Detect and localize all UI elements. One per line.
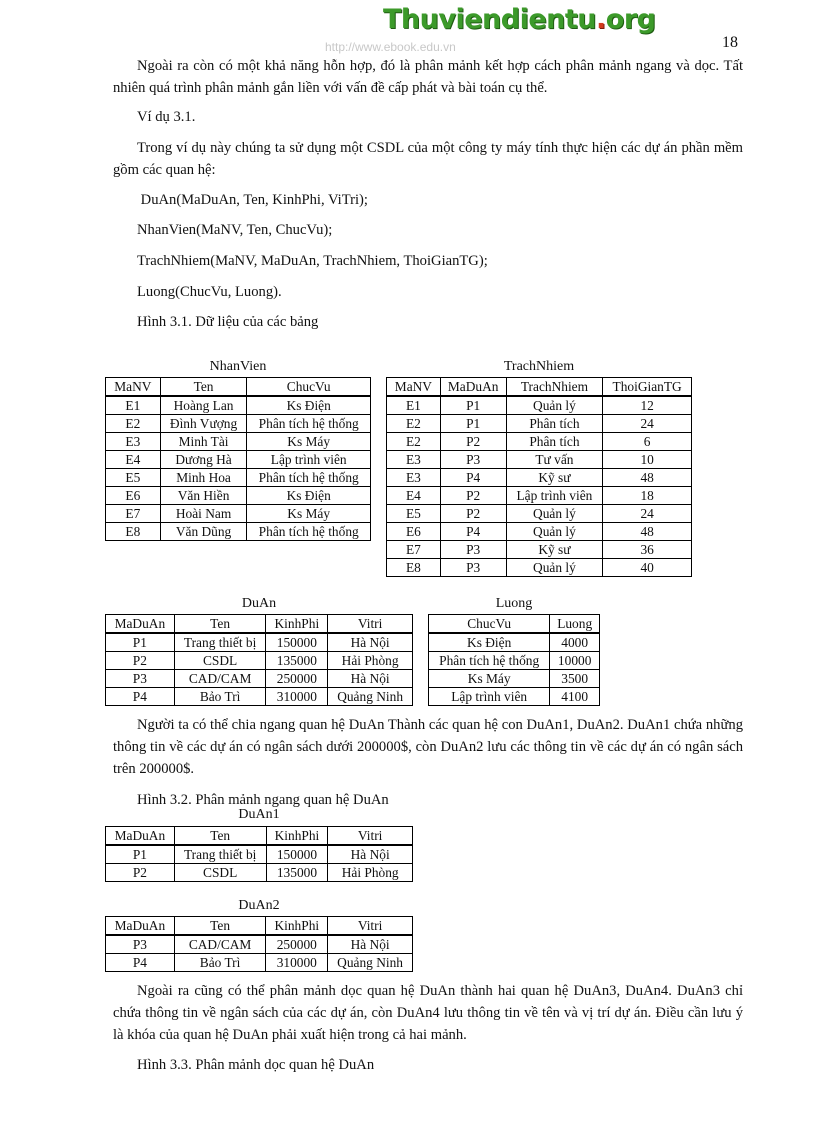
column-header: Ten <box>174 615 266 634</box>
table-cell: E1 <box>106 396 161 415</box>
table-cell: Hải Phòng <box>328 652 413 670</box>
table-cell: E2 <box>387 415 441 433</box>
paragraph-database-intro: Trong ví dụ này chúng ta sử dụng một CSDL của một công ty máy tính thực hiện các dự án phần mềm gồm các quan hệ: <box>113 140 743 178</box>
table-row <box>429 652 600 670</box>
table-cell: Bảo Trì <box>174 954 266 972</box>
table-cell: 24 <box>603 415 692 433</box>
table-cell: E3 <box>106 433 161 451</box>
table-cell: Văn Dũng <box>160 523 247 541</box>
table-cell: 18 <box>603 487 692 505</box>
column-header: MaDuAn <box>106 917 175 936</box>
table-row <box>387 541 692 559</box>
table-caption-trachnhiem: TrachNhiem <box>503 359 575 374</box>
table-cell: Hải Phòng <box>328 864 413 882</box>
table-caption-duan2: DuAn2 <box>238 898 280 913</box>
column-header: MaNV <box>106 378 161 397</box>
table-cell: 250000 <box>266 935 328 954</box>
table-cell: CSDL <box>174 652 266 670</box>
relation-nhanvien: NhanVien(MaNV, Ten, ChucVu); <box>137 222 333 238</box>
table-cell: Bảo Trì <box>174 688 266 706</box>
table-cell: E2 <box>106 415 161 433</box>
table-nhanvien <box>105 377 371 541</box>
table-cell: Phân tích <box>506 433 603 451</box>
table-header-row <box>106 917 413 936</box>
table-cell: Ks Điện <box>247 487 371 505</box>
table-header-row <box>106 615 413 634</box>
table-row <box>429 688 600 706</box>
table-cell: P3 <box>440 559 506 577</box>
column-header: Ten <box>174 917 266 936</box>
table-cell: E6 <box>387 523 441 541</box>
relation-duan: DuAn(MaDuAn, Ten, KinhPhi, ViTri); <box>137 192 368 208</box>
table-cell: Hoàng Lan <box>160 396 247 415</box>
relation-trachnhiem: TrachNhiem(MaNV, MaDuAn, TrachNhiem, ThoiGianTG); <box>137 253 488 269</box>
table-cell: 36 <box>603 541 692 559</box>
table-cell: 4100 <box>550 688 600 706</box>
table-cell: Quảng Ninh <box>328 954 413 972</box>
table-cell: Đình Vượng <box>160 415 247 433</box>
table-cell: Ks Máy <box>429 670 550 688</box>
column-header: TrachNhiem <box>506 378 603 397</box>
table-cell: E4 <box>387 487 441 505</box>
table-row <box>429 633 600 652</box>
table-cell: 12 <box>603 396 692 415</box>
table-cell: Lập trình viên <box>429 688 550 706</box>
table-row <box>387 415 692 433</box>
relation-luong: Luong(ChucVu, Luong). <box>137 284 282 300</box>
table-row <box>106 864 413 882</box>
table-row <box>387 433 692 451</box>
table-cell: Phân tích hệ thống <box>247 469 371 487</box>
table-cell: 48 <box>603 523 692 541</box>
table-cell: 6 <box>603 433 692 451</box>
table-cell: Hà Nội <box>328 670 413 688</box>
table-cell: P1 <box>440 415 506 433</box>
column-header: Luong <box>550 615 600 634</box>
table-cell: 135000 <box>266 864 328 882</box>
table-cell: 48 <box>603 469 692 487</box>
table-header-row <box>106 827 413 846</box>
column-header: Ten <box>174 827 266 846</box>
table-row <box>387 487 692 505</box>
table-caption-luong: Luong <box>495 596 533 611</box>
table-row <box>106 487 371 505</box>
table-cell: Hà Nội <box>328 935 413 954</box>
table-row <box>387 505 692 523</box>
column-header: Vitri <box>328 615 413 634</box>
table-cell: 310000 <box>266 954 328 972</box>
table-cell: E8 <box>387 559 441 577</box>
column-header: MaDuAn <box>106 615 175 634</box>
table-cell: P2 <box>440 433 506 451</box>
table-cell: Quản lý <box>506 396 603 415</box>
table-cell: Trang thiết bị <box>174 845 266 864</box>
table-row <box>106 935 413 954</box>
table-header-row <box>106 378 371 397</box>
table-cell: 40 <box>603 559 692 577</box>
table-row <box>106 396 371 415</box>
table-cell: P3 <box>106 935 175 954</box>
column-header: ThoiGianTG <box>603 378 692 397</box>
column-header: KinhPhi <box>266 615 328 634</box>
table-cell: Quản lý <box>506 523 603 541</box>
page-number: 18 <box>722 34 738 51</box>
table-row <box>387 396 692 415</box>
table-row <box>106 415 371 433</box>
table-cell: Minh Hoa <box>160 469 247 487</box>
table-row <box>106 523 371 541</box>
table-row <box>106 845 413 864</box>
column-header: MaDuAn <box>440 378 506 397</box>
table-cell: Dương Hà <box>160 451 247 469</box>
watermark-url: http://www.ebook.edu.vn <box>325 40 456 54</box>
table-header-row <box>429 615 600 634</box>
column-header: Vitri <box>328 917 413 936</box>
table-duan1 <box>105 826 413 882</box>
table-luong <box>428 614 600 706</box>
table-row <box>387 559 692 577</box>
table-trachnhiem <box>386 377 692 577</box>
column-header: KinhPhi <box>266 917 328 936</box>
table-cell: 4000 <box>550 633 600 652</box>
table-cell: E3 <box>387 469 441 487</box>
table-cell: E4 <box>106 451 161 469</box>
table-cell: Trang thiết bị <box>174 633 266 652</box>
table-cell: P3 <box>440 451 506 469</box>
table-row <box>106 688 413 706</box>
table-cell: P2 <box>106 864 175 882</box>
table-cell: CAD/CAM <box>174 670 266 688</box>
table-header-row <box>387 378 692 397</box>
table-caption-nhanvien: NhanVien <box>209 359 267 374</box>
table-duan2 <box>105 916 413 972</box>
table-cell: P3 <box>106 670 175 688</box>
table-caption-duan1: DuAn1 <box>238 807 280 822</box>
table-cell: E6 <box>106 487 161 505</box>
table-cell: 3500 <box>550 670 600 688</box>
table-cell: E2 <box>387 433 441 451</box>
example-heading: Ví dụ 3.1. <box>137 109 196 125</box>
table-cell: Hà Nội <box>328 845 413 864</box>
column-header: ChucVu <box>429 615 550 634</box>
table-cell: Kỹ sư <box>506 469 603 487</box>
table-row <box>387 469 692 487</box>
table-cell: 24 <box>603 505 692 523</box>
table-cell: Kỹ sư <box>506 541 603 559</box>
table-cell: Ks Máy <box>247 505 371 523</box>
table-cell: P4 <box>106 688 175 706</box>
table-cell: P2 <box>440 505 506 523</box>
table-cell: Văn Hiền <box>160 487 247 505</box>
table-cell: 10000 <box>550 652 600 670</box>
table-cell: E1 <box>387 396 441 415</box>
table-cell: P4 <box>106 954 175 972</box>
table-cell: Quảng Ninh <box>328 688 413 706</box>
table-cell: E5 <box>106 469 161 487</box>
table-row <box>106 670 413 688</box>
column-header: MaNV <box>387 378 441 397</box>
table-cell: E5 <box>387 505 441 523</box>
table-cell: P3 <box>440 541 506 559</box>
paragraph-mixed-fragmentation: Ngoài ra còn có một khả năng hỗn hợp, đó là phân mảnh kết hợp cách phân mảnh ngang và dọc. Tất nhiên quá trình phân mảnh gắn liền với vấn đề cấp phát và bài toán cụ thể. <box>113 58 743 96</box>
table-cell: E7 <box>106 505 161 523</box>
table-cell: Hà Nội <box>328 633 413 652</box>
table-row <box>387 451 692 469</box>
table-cell: P2 <box>440 487 506 505</box>
table-cell: Phân tích hệ thống <box>247 415 371 433</box>
table-cell: E8 <box>106 523 161 541</box>
table-cell: Phân tích hệ thống <box>429 652 550 670</box>
table-cell: Phân tích <box>506 415 603 433</box>
table-cell: 250000 <box>266 670 328 688</box>
table-cell: 135000 <box>266 652 328 670</box>
table-cell: P4 <box>440 469 506 487</box>
site-logo: Thuviendientu.org <box>383 4 656 35</box>
table-cell: Lập trình viên <box>506 487 603 505</box>
table-cell: Quản lý <box>506 505 603 523</box>
table-cell: P1 <box>106 845 175 864</box>
table-cell: Ks Điện <box>429 633 550 652</box>
column-header: ChucVu <box>247 378 371 397</box>
table-row <box>106 652 413 670</box>
table-caption-duan: DuAn <box>241 596 277 611</box>
table-row <box>106 433 371 451</box>
table-cell: Phân tích hệ thống <box>247 523 371 541</box>
table-row <box>387 523 692 541</box>
table-cell: Minh Tài <box>160 433 247 451</box>
figure-3-3-caption: Hình 3.3. Phân mảnh dọc quan hệ DuAn <box>137 1057 375 1073</box>
table-cell: Lập trình viên <box>247 451 371 469</box>
paragraph-horizontal-fragmentation: Người ta có thể chia ngang quan hệ DuAn Thành các quan hệ con DuAn1, DuAn2. DuAn1 chứa những thông tin về các dự án có ngân sách dưới 200000$, còn DuAn2 lưu các thông tin về các dự án có ngân sách trên 200000$. <box>113 717 743 777</box>
column-header: KinhPhi <box>266 827 328 846</box>
table-row <box>106 469 371 487</box>
table-cell: P2 <box>106 652 175 670</box>
table-cell: 10 <box>603 451 692 469</box>
table-cell: 150000 <box>266 845 328 864</box>
table-cell: Quản lý <box>506 559 603 577</box>
table-cell: 150000 <box>266 633 328 652</box>
figure-3-1-caption: Hình 3.1. Dữ liệu của các bảng <box>137 314 319 330</box>
table-cell: Ks Máy <box>247 433 371 451</box>
column-header: Ten <box>160 378 247 397</box>
table-duan <box>105 614 413 706</box>
table-cell: E3 <box>387 451 441 469</box>
column-header: Vitri <box>328 827 413 846</box>
table-cell: CAD/CAM <box>174 935 266 954</box>
table-cell: E7 <box>387 541 441 559</box>
table-row <box>106 451 371 469</box>
figure-3-2-caption: Hình 3.2. Phân mảnh ngang quan hệ DuAn <box>137 792 389 808</box>
table-cell: Tư vấn <box>506 451 603 469</box>
table-cell: 310000 <box>266 688 328 706</box>
table-cell: CSDL <box>174 864 266 882</box>
paragraph-vertical-fragmentation: Ngoài ra cũng có thể phân mảnh dọc quan hệ DuAn thành hai quan hệ DuAn3, DuAn4. DuAn3 chỉ chứa thông tin về ngân sách của các dự án, còn DuAn4 lưu thông tin về tên và vị trí dự án. Điều cần lưu ý là khóa của quan hệ DuAn phải xuất hiện trong cả hai mảnh. <box>113 983 743 1043</box>
table-row <box>106 954 413 972</box>
table-cell: Ks Điện <box>247 396 371 415</box>
table-row <box>429 670 600 688</box>
table-row <box>106 505 371 523</box>
column-header: MaDuAn <box>106 827 175 846</box>
table-cell: P1 <box>440 396 506 415</box>
table-cell: Hoài Nam <box>160 505 247 523</box>
table-cell: P4 <box>440 523 506 541</box>
table-row <box>106 633 413 652</box>
table-cell: P1 <box>106 633 175 652</box>
